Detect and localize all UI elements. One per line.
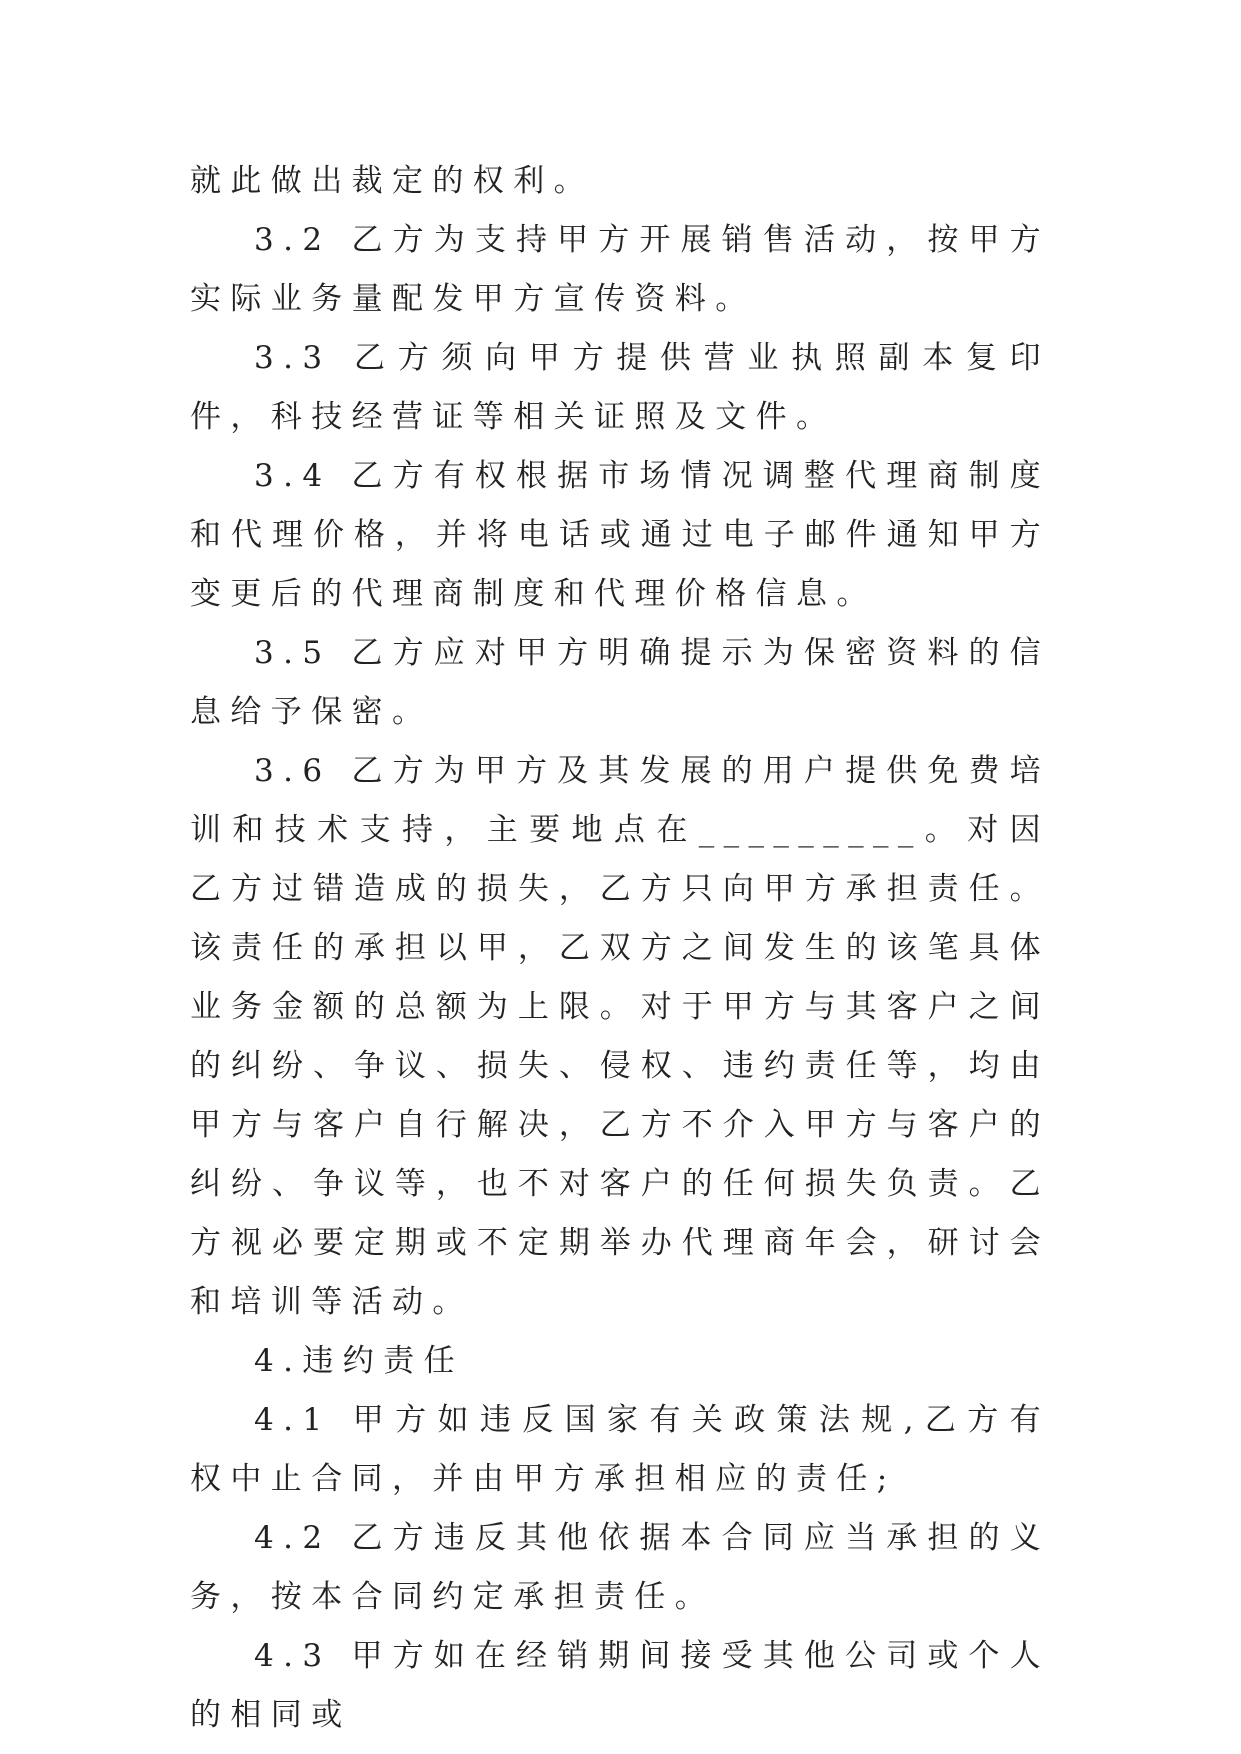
section-heading-4: 4.违约责任 — [254, 1343, 464, 1379]
paragraph-4-2: 4.2 乙方违反其他依据本合同应当承担的义务，按本合同约定承担责任。 — [190, 1520, 1050, 1615]
document-body — [190, 152, 1050, 1745]
paragraph-continuation: 就此做出裁定的权利。 — [190, 163, 594, 199]
paragraph-3-3: 3.3 乙方须向甲方提供营业执照副本复印件，科技经营证等相关证照及文件。 — [190, 340, 1050, 435]
paragraph-3-4: 3.4 乙方有权根据市场情况调整代理商制度和代理价格，并将电话或通过电子邮件通知甲方变更后的代理商制度和代理价格信息。 — [190, 458, 1050, 612]
paragraph-4-3: 4.3 甲方如在经销期间接受其他公司或个人的相同或 — [190, 1638, 1050, 1733]
paragraph-3-2: 3.2 乙方为支持甲方开展销售活动，按甲方实际业务量配发甲方宣传资料。 — [190, 222, 1050, 317]
paragraph-3-6: 3.6 乙方为甲方及其发展的用户提供免费培训和技术支持，主要地点在_________。对因乙方过错造成的损失，乙方只向甲方承担责任。该责任的承担以甲，乙双方之间发生的该笔具体业务金额的总额为上限。对于甲方与其客户之间的纠纷、争议、损失、侵权、违约责任等，均由甲方与客户自行解决，乙方不介入甲方与客户的纠纷、争议等，也不对客户的任何损失负责。乙方视必要定期或不定期举办代理商年会，研讨会和培训等活动。 — [190, 753, 1050, 1320]
paragraph-4-1: 4.1 甲方如违反国家有关政策法规,乙方有权中止合同，并由甲方承担相应的责任; — [190, 1402, 1050, 1497]
paragraph-3-5: 3.5 乙方应对甲方明确提示为保密资料的信息给予保密。 — [190, 635, 1050, 730]
